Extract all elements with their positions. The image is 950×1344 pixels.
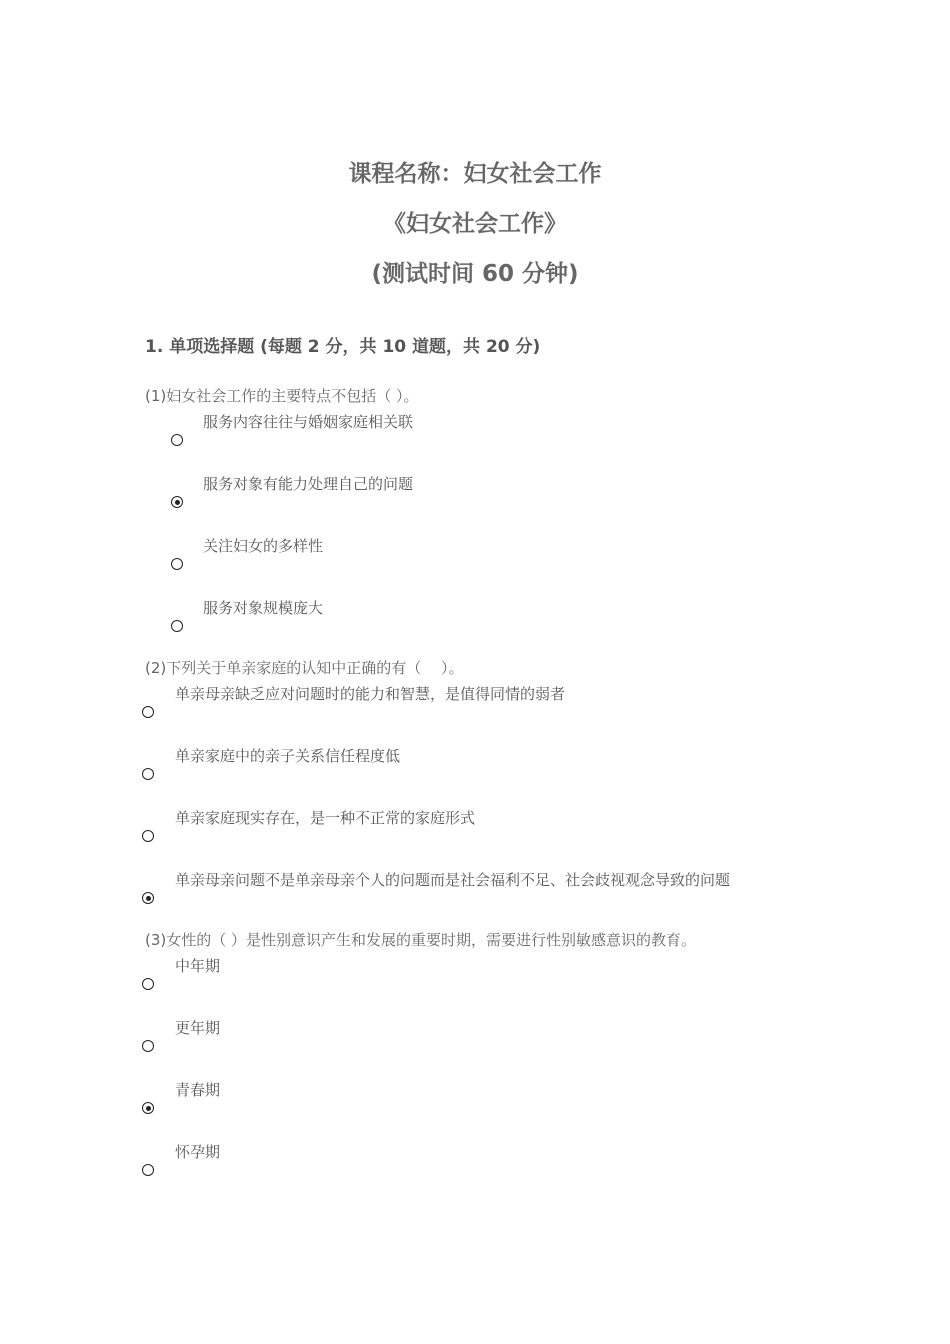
option-label: 更年期: [175, 1019, 221, 1037]
question-1-text: (1)妇女社会工作的主要特点不包括（ ）。: [145, 387, 419, 405]
option-label: 中年期: [175, 957, 221, 975]
test-time: (测试时间 60 分钟): [371, 261, 579, 287]
section-heading-single-choice: 1. 单项选择题 (每题 2 分，共 10 道题，共 20 分): [145, 337, 541, 357]
question-3-text: (3)女性的（ ）是性别意识产生和发展的重要时期，需要进行性别敏感意识的教育。: [145, 931, 697, 949]
option-label: 服务对象规模庞大: [203, 599, 324, 617]
radio-button[interactable]: [171, 558, 183, 570]
question-2-text: (2)下列关于单亲家庭的认知中正确的有（ ）。: [145, 659, 464, 677]
option-label: 服务对象有能力处理自己的问题: [203, 475, 414, 493]
option-label: 单亲母亲缺乏应对问题时的能力和智慧，是值得同情的弱者: [175, 685, 566, 703]
radio-button[interactable]: [171, 496, 183, 508]
radio-button[interactable]: [142, 768, 154, 780]
option-label: 怀孕期: [175, 1143, 221, 1161]
radio-button[interactable]: [171, 434, 183, 446]
radio-dot-icon: [175, 500, 180, 505]
option-label: 服务内容往往与婚姻家庭相关联: [203, 413, 414, 431]
radio-button[interactable]: [142, 1164, 154, 1176]
radio-button[interactable]: [142, 830, 154, 842]
option-label: 青春期: [175, 1081, 221, 1099]
radio-button[interactable]: [142, 892, 154, 904]
radio-dot-icon: [146, 896, 151, 901]
radio-button[interactable]: [142, 978, 154, 990]
course-title: 课程名称：妇女社会工作: [348, 161, 602, 187]
radio-button[interactable]: [142, 706, 154, 718]
option-label: 单亲家庭中的亲子关系信任程度低: [175, 747, 401, 765]
radio-button[interactable]: [142, 1040, 154, 1052]
radio-dot-icon: [146, 1106, 151, 1111]
radio-button[interactable]: [171, 620, 183, 632]
radio-button[interactable]: [142, 1102, 154, 1114]
option-label: 单亲家庭现实存在，是一种不正常的家庭形式: [175, 809, 476, 827]
option-label: 单亲母亲问题不是单亲母亲个人的问题而是社会福利不足、社会歧视观念导致的问题: [175, 871, 731, 889]
book-title: 《妇女社会工作》: [383, 211, 567, 237]
option-label: 关注妇女的多样性: [203, 537, 324, 555]
